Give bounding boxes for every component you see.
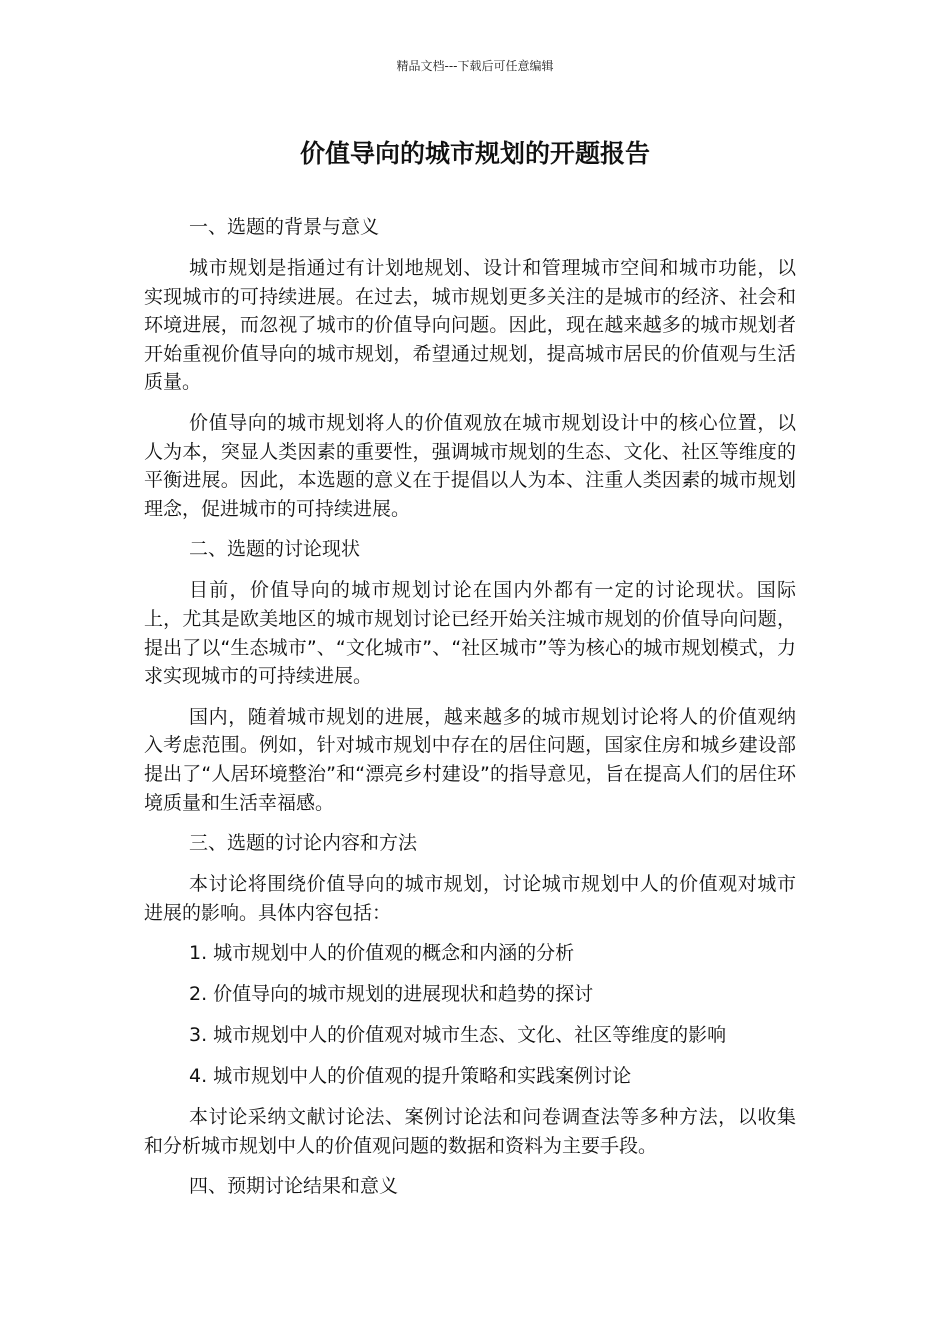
list-item: 4. 城市规划中人的价值观的提升策略和实践案例讨论: [189, 1065, 632, 1088]
list-item: 2. 价值导向的城市规划的进展现状和趋势的探讨: [189, 983, 594, 1006]
paragraph-methods: 本讨论采纳文献讨论法、案例讨论法和问卷调查法等多种方法，以收集和分析城市规划中人的价值观问题的数据和资料为主要手段。: [144, 1106, 796, 1157]
section-heading-content-methods: 三、选题的讨论内容和方法: [189, 832, 418, 855]
paragraph-background-2: 价值导向的城市规划将人的价值观放在城市规划设计中的核心位置，以人为本，突显人类因素的重要性，强调城市规划的生态、文化、社区等维度的平衡进展。因此，本选题的意义在于提倡以人为本、注重人类因素的城市规划理念，促进城市的可持续进展。: [144, 411, 796, 520]
document-body: [144, 213, 796, 1213]
list-item: 1. 城市规划中人的价值观的概念和内涵的分析: [189, 942, 575, 965]
section-heading-background: 一、选题的背景与意义: [189, 216, 380, 238]
header-note: 精品文档---下载后可任意编辑: [396, 59, 554, 73]
section-heading-expected-results: 四、预期讨论结果和意义: [189, 1175, 399, 1198]
list-item: 3. 城市规划中人的价值观对城市生态、文化、社区等维度的影响: [189, 1024, 727, 1047]
paragraph-status-international: 目前，价值导向的城市规划讨论在国内外都有一定的讨论现状。国际上，尤其是欧美地区的城市规划讨论已经开始关注城市规划的价值导向问题，提出了以“生态城市”、“文化城市”、“社区城市”等为核心的城市规划模式，力求实现城市的可持续进展。: [144, 579, 796, 688]
paragraph-status-domestic: 国内，随着城市规划的进展，越来越多的城市规划讨论将人的价值观纳入考虑范围。例如，针对城市规划中存在的居住问题，国家住房和城乡建设部提出了“人居环境整治”和“漂亮乡村建设”的指导意见，旨在提高人们的居住环境质量和生活幸福感。: [144, 705, 796, 814]
paragraph-content-intro: 本讨论将围绕价值导向的城市规划，讨论城市规划中人的价值观对城市进展的影响。具体内容包括：: [144, 873, 796, 924]
document-title: 价值导向的城市规划的开题报告: [299, 139, 650, 168]
paragraph-background-1: 城市规划是指通过有计划地规划、设计和管理城市空间和城市功能，以实现城市的可持续进展。在过去，城市规划更多关注的是城市的经济、社会和环境进展，而忽视了城市的价值导向问题。因此，现在越来越多的城市规划者开始重视价值导向的城市规划，希望通过规划，提高城市居民的价值观与生活质量。: [144, 257, 796, 394]
section-heading-research-status: 二、选题的讨论现状: [189, 538, 361, 561]
